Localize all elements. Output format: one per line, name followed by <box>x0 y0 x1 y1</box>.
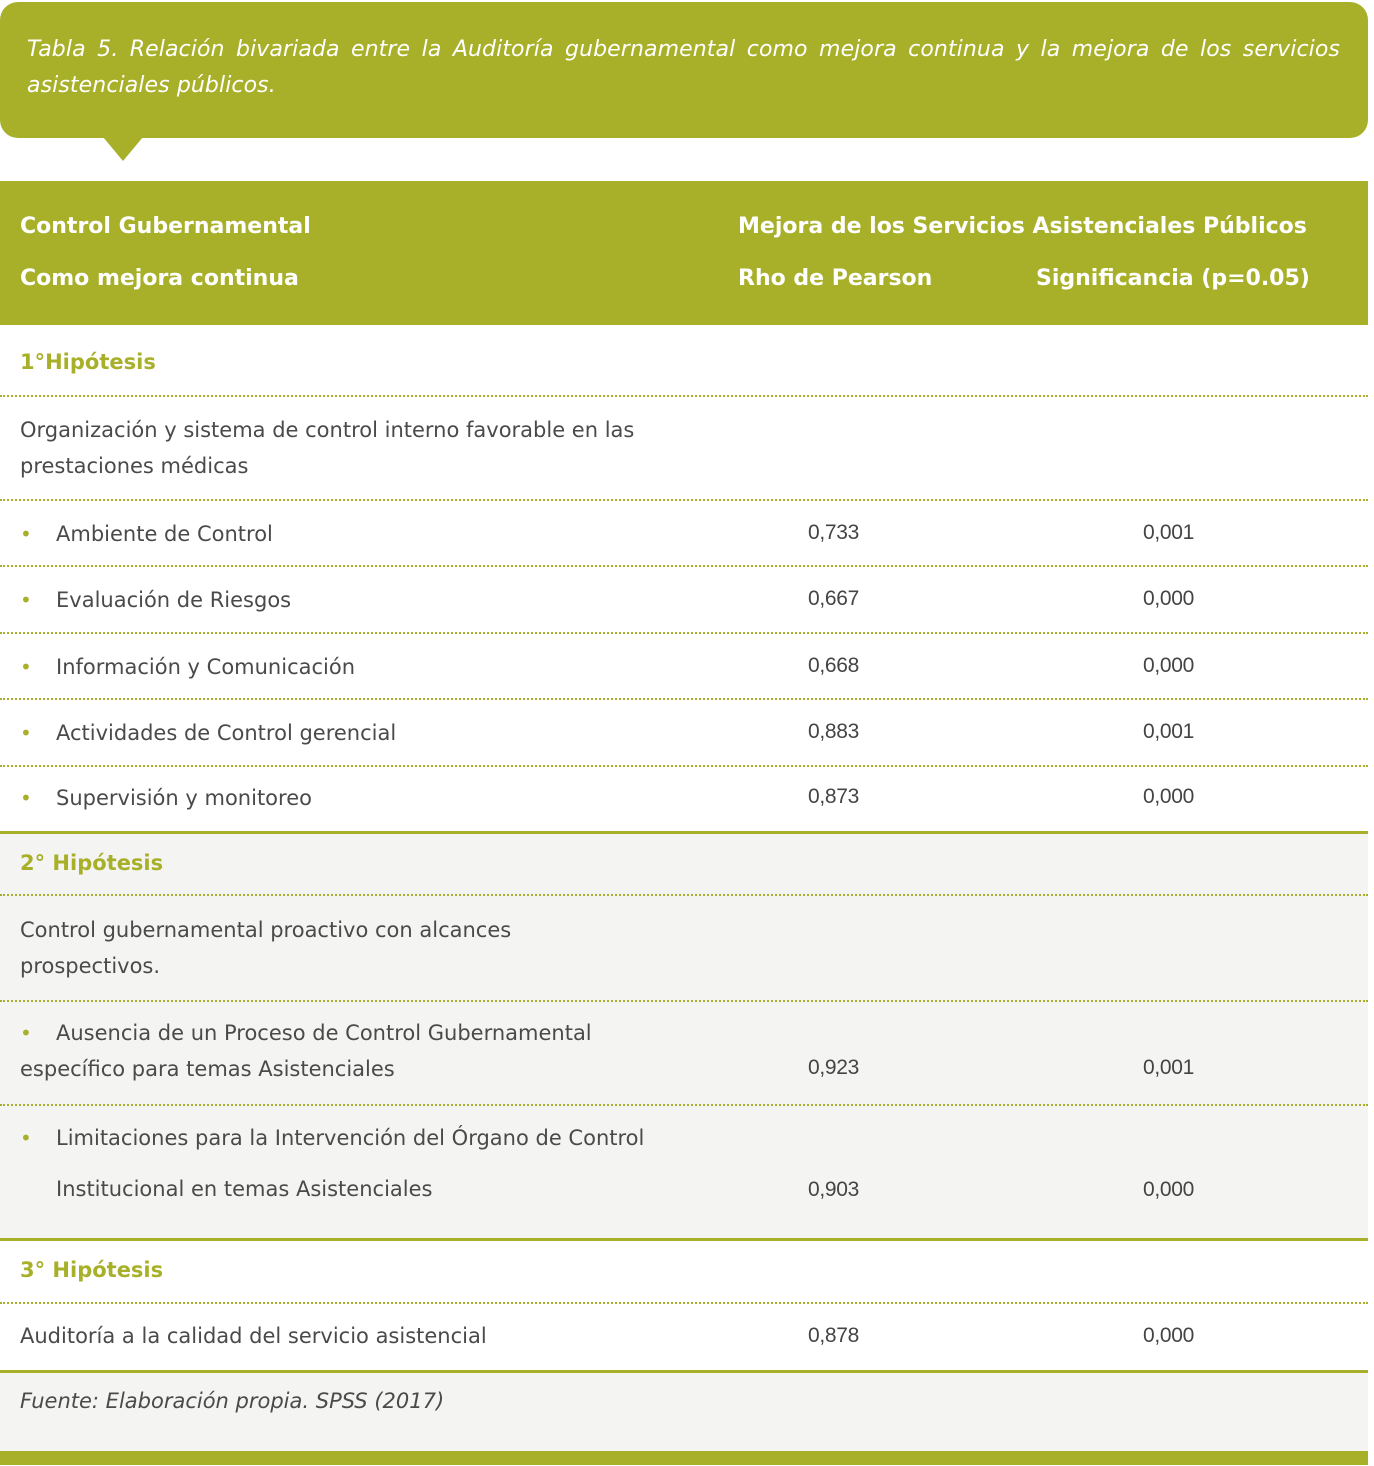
row-label-line1: Limitaciones para la Intervención del Órgano de Control <box>56 1126 645 1150</box>
table-row <box>0 1106 1368 1241</box>
callout-pointer <box>103 137 143 161</box>
hypothesis-row <box>0 325 1368 397</box>
table-caption-callout <box>0 2 1368 138</box>
hypothesis-row <box>0 1241 1368 1304</box>
source-row <box>0 1373 1368 1451</box>
sig-value: 0,000 <box>1143 1324 1195 1347</box>
description-line2: prestaciones médicas <box>20 454 249 478</box>
description-row <box>0 397 1368 501</box>
hypothesis-label: 1°Hipótesis <box>20 350 156 374</box>
rho-value: 0,668 <box>808 654 860 677</box>
header-significance: Significancia (p=0.05) <box>1036 266 1310 291</box>
bullet-icon: • <box>20 721 32 745</box>
row-label-line1: Ausencia de un Proceso de Control Gubernamental <box>56 1021 592 1045</box>
bullet-icon: • <box>20 786 32 810</box>
table-row <box>0 501 1368 567</box>
bullet-icon: • <box>20 1021 32 1045</box>
rho-value: 0,667 <box>808 587 860 610</box>
header-col2-group: Mejora de los Servicios Asistenciales Públicos <box>738 214 1307 239</box>
table-caption: Tabla 5. Relación bivariada entre la Auditoría gubernamental como mejora continua y la mejora de los servicios asistenciales públicos. <box>27 37 1340 98</box>
sig-value: 0,000 <box>1143 1178 1195 1201</box>
table-bottom-bar <box>0 1451 1368 1465</box>
table-row <box>0 767 1368 834</box>
table-row <box>0 1002 1368 1106</box>
row-label: Información y Comunicación <box>56 655 356 679</box>
row-label-line2: específico para temas Asistenciales <box>20 1057 395 1081</box>
sig-value: 0,001 <box>1143 720 1195 743</box>
rho-value: 0,903 <box>808 1178 860 1201</box>
row-label: Evaluación de Riesgos <box>56 588 292 612</box>
table-row <box>0 634 1368 700</box>
bullet-icon: • <box>20 522 32 546</box>
sig-value: 0,001 <box>1143 521 1195 544</box>
row-label-line2: Institucional en temas Asistenciales <box>56 1177 433 1201</box>
hypothesis-label: 3° Hipótesis <box>20 1258 164 1282</box>
sig-value: 0,000 <box>1143 785 1195 808</box>
sig-value: 0,000 <box>1143 587 1195 610</box>
rho-value: 0,873 <box>808 785 860 808</box>
description-line1: Control gubernamental proactivo con alcances <box>20 918 512 942</box>
description-row <box>0 896 1368 1002</box>
table-row <box>0 567 1368 634</box>
rho-value: 0,923 <box>808 1056 860 1079</box>
row-label: Actividades de Control gerencial <box>56 721 397 745</box>
row-label: Auditoría a la calidad del servicio asistencial <box>20 1324 487 1348</box>
rho-value: 0,878 <box>808 1324 860 1347</box>
description-line2: prospectivos. <box>20 954 161 978</box>
hypothesis-row <box>0 834 1368 896</box>
sig-value: 0,000 <box>1143 654 1195 677</box>
row-label: Supervisión y monitoreo <box>56 786 312 810</box>
table-row <box>0 1304 1368 1373</box>
correlation-table <box>0 181 1368 1451</box>
rho-value: 0,883 <box>808 720 860 743</box>
bullet-icon: • <box>20 1126 32 1150</box>
header-col1-line2: Como mejora continua <box>20 266 299 291</box>
header-rho: Rho de Pearson <box>738 266 933 291</box>
bullet-icon: • <box>20 655 32 679</box>
source-note: Fuente: Elaboración propia. SPSS (2017) <box>20 1389 445 1413</box>
sig-value: 0,001 <box>1143 1056 1195 1079</box>
table-row <box>0 700 1368 767</box>
description-line1: Organización y sistema de control interno favorable en las <box>20 418 635 442</box>
rho-value: 0,733 <box>808 521 860 544</box>
row-label: Ambiente de Control <box>56 522 273 546</box>
hypothesis-label: 2° Hipótesis <box>20 851 164 875</box>
bullet-icon: • <box>20 588 32 612</box>
header-col1-line1: Control Gubernamental <box>20 214 311 239</box>
table-header <box>0 181 1368 325</box>
